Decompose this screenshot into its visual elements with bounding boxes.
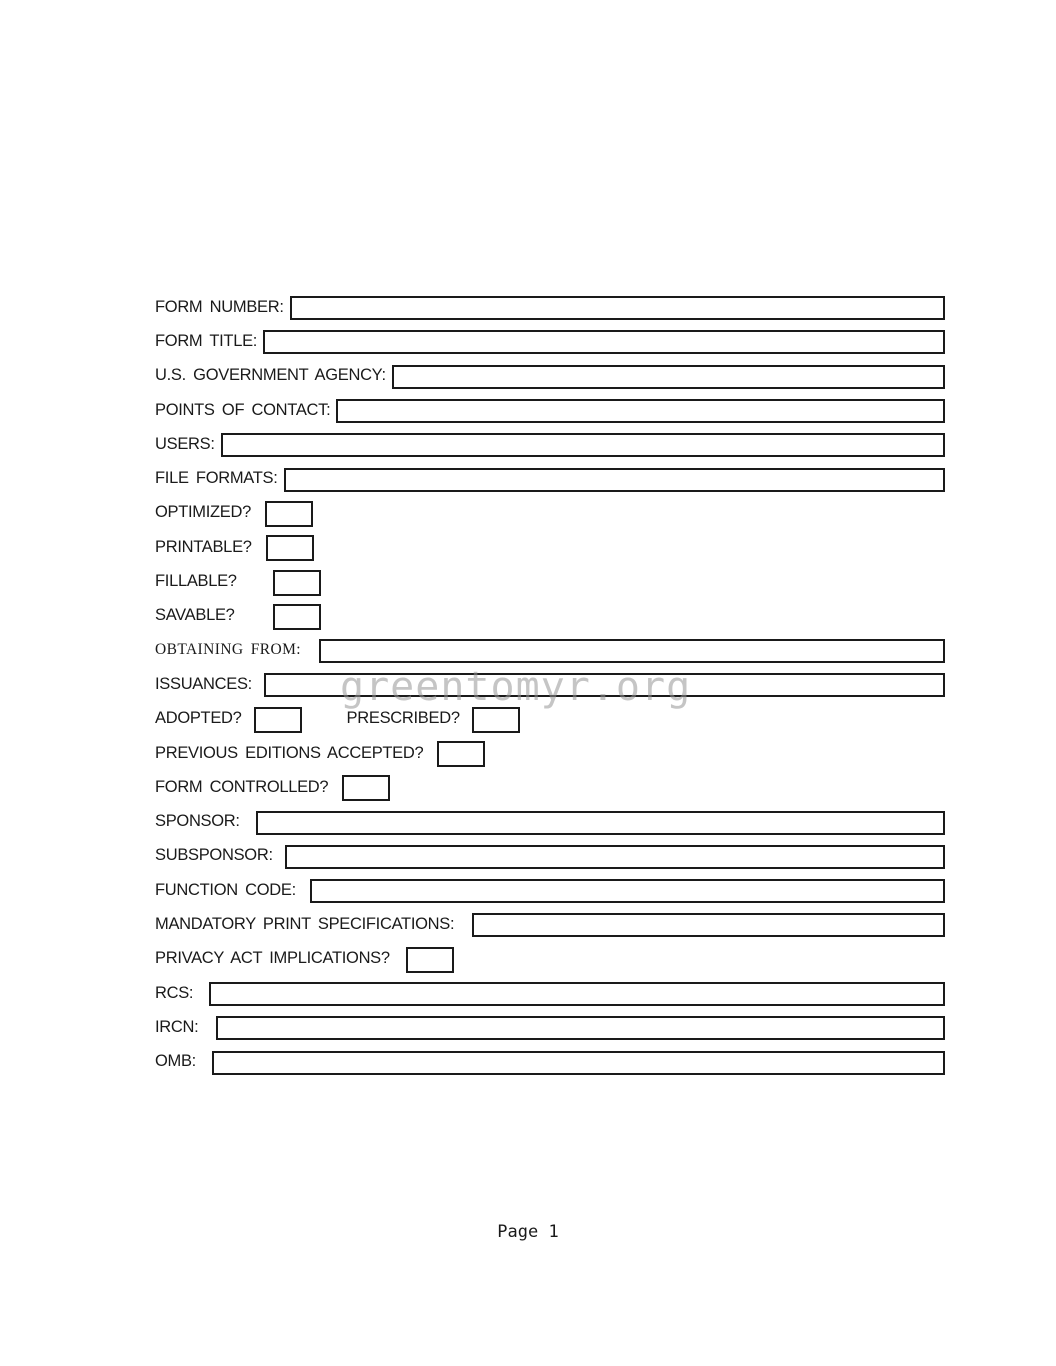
row-points-of-contact (155, 393, 945, 427)
row-file-formats (155, 461, 945, 495)
file-formats-field[interactable] (284, 468, 945, 492)
row-sponsor (155, 804, 945, 838)
prescribed-box[interactable] (472, 707, 520, 733)
form-body (155, 290, 945, 1079)
watermark-text: greentomyr.org (340, 664, 692, 710)
row-issuances (155, 667, 945, 701)
adopted-label: ADOPTED? (155, 709, 242, 728)
form-controlled-label: FORM CONTROLLED? (155, 777, 329, 796)
points-of-contact-field[interactable] (336, 399, 945, 423)
obtaining-from-label: OBTAINING FROM: (155, 641, 301, 659)
row-printable (155, 530, 945, 564)
adopted-box[interactable] (254, 707, 302, 733)
row-savable (155, 599, 945, 633)
form-title-field[interactable] (263, 330, 945, 354)
rcs-label: RCS: (155, 983, 194, 1002)
issuances-label: ISSUANCES: (155, 674, 252, 693)
row-adopted-prescribed (155, 702, 945, 736)
points-of-contact-label: POINTS OF CONTACT: (155, 400, 331, 419)
fillable-box[interactable] (273, 570, 321, 596)
savable-label: SAVABLE? (155, 606, 235, 625)
row-subsponsor (155, 839, 945, 873)
form-number-field[interactable] (290, 296, 945, 320)
page-number: Page 1 (497, 1222, 559, 1242)
sponsor-label: SPONSOR: (155, 812, 240, 831)
row-users (155, 427, 945, 461)
previous-editions-label: PREVIOUS EDITIONS ACCEPTED? (155, 743, 424, 762)
row-obtaining-from (155, 633, 945, 667)
row-rcs (155, 976, 945, 1010)
function-code-label: FUNCTION CODE: (155, 880, 296, 899)
form-controlled-box[interactable] (342, 775, 390, 801)
row-agency (155, 359, 945, 393)
form-title-label: FORM TITLE: (155, 331, 258, 350)
mandatory-print-label: MANDATORY PRINT SPECIFICATIONS: (155, 914, 455, 933)
form-number-label: FORM NUMBER: (155, 297, 284, 316)
issuances-field[interactable] (264, 673, 945, 697)
optimized-box[interactable] (265, 501, 313, 527)
rcs-field[interactable] (209, 982, 945, 1006)
fillable-label: FILLABLE? (155, 572, 237, 591)
sponsor-field[interactable] (256, 811, 945, 835)
privacy-act-label: PRIVACY ACT IMPLICATIONS? (155, 949, 390, 968)
obtaining-from-field[interactable] (319, 639, 945, 663)
file-formats-label: FILE FORMATS: (155, 469, 278, 488)
agency-label: U.S. GOVERNMENT AGENCY: (155, 366, 386, 385)
row-previous-editions (155, 736, 945, 770)
function-code-field[interactable] (310, 879, 945, 903)
printable-box[interactable] (266, 535, 314, 561)
row-ircn (155, 1010, 945, 1044)
ircn-label: IRCN: (155, 1017, 199, 1036)
users-field[interactable] (221, 433, 945, 457)
row-mandatory-print (155, 907, 945, 941)
row-privacy-act (155, 942, 945, 976)
row-form-controlled (155, 770, 945, 804)
row-function-code (155, 873, 945, 907)
omb-field[interactable] (212, 1051, 945, 1075)
savable-box[interactable] (273, 604, 321, 630)
row-fillable (155, 564, 945, 598)
subsponsor-label: SUBSPONSOR: (155, 846, 273, 865)
ircn-field[interactable] (216, 1016, 945, 1040)
subsponsor-field[interactable] (285, 845, 945, 869)
users-label: USERS: (155, 434, 215, 453)
agency-field[interactable] (392, 365, 945, 389)
privacy-act-box[interactable] (406, 947, 454, 973)
row-optimized (155, 496, 945, 530)
prescribed-label: PRESCRIBED? (346, 709, 460, 728)
mandatory-print-field[interactable] (472, 913, 945, 937)
row-omb (155, 1045, 945, 1079)
printable-label: PRINTABLE? (155, 537, 252, 556)
optimized-label: OPTIMIZED? (155, 503, 252, 522)
omb-label: OMB: (155, 1052, 196, 1071)
row-form-number (155, 290, 945, 324)
previous-editions-box[interactable] (437, 741, 485, 767)
row-form-title (155, 324, 945, 358)
